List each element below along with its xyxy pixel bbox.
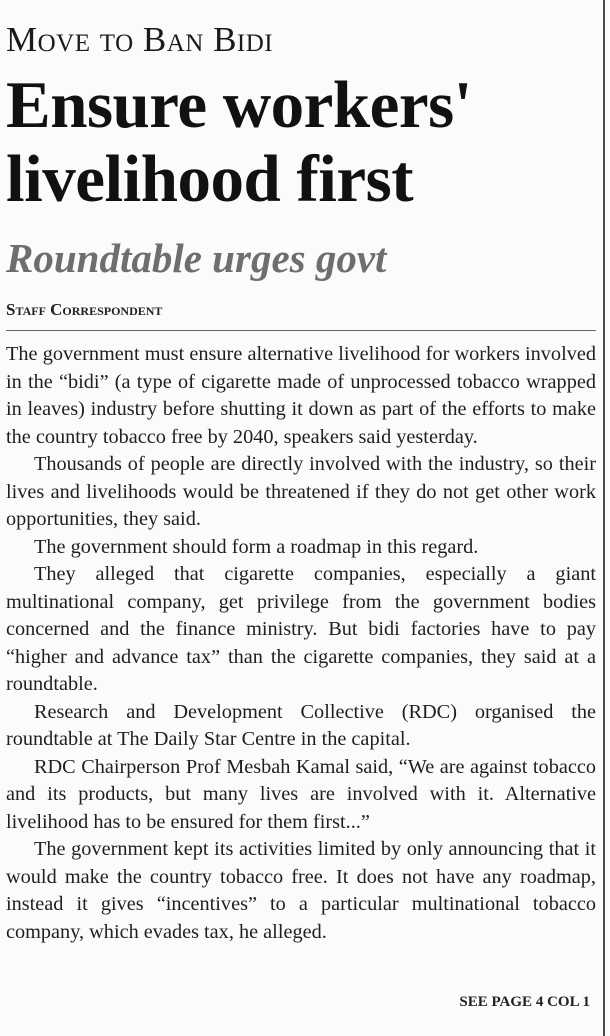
paragraph: They alleged that cigarette companies, especially a giant multinational company, get privilege from the government bodies concerned and the finance ministry. But bidi factories have to pay “higher and advance tax” than the cigarette companies, they said at a roundtable.	[6, 563, 596, 695]
continuation-note[interactable]: SEE PAGE 4 COL 1	[459, 994, 590, 1010]
paragraph: The government kept its activities limited by only announcing that it would make the country tobacco free. It does not have any roadmap, instead it gives “incentives” to a particular multinational tobacco company, which evades tax, he alleged.	[6, 838, 596, 943]
paragraph: Thousands of people are directly involved with the industry, so their lives and livelihoods would be threatened if they do not get other work opportunities, they said.	[6, 453, 596, 530]
headline: Ensure workers' livelihood first	[6, 68, 472, 216]
byline: Staff Correspondent	[6, 300, 163, 319]
column-rule	[603, 0, 605, 1036]
paragraph: The government should form a roadmap in this regard.	[34, 535, 479, 558]
paragraph: RDC Chairperson Prof Mesbah Kamal said, “We are against tobacco and its products, but many lives are involved with it. Alternative livelihood has to be ensured for them first...”	[6, 755, 596, 833]
byline-divider	[6, 330, 596, 331]
kicker: Move to Ban Bidi	[6, 20, 274, 59]
article-body	[6, 341, 596, 946]
paragraph: Research and Development Collective (RDC) organised the roundtable at The Daily Star Centre in the capital.	[6, 700, 596, 750]
article	[6, 0, 596, 1036]
paragraph: The government must ensure alternative livelihood for workers involved in the “bidi” (a type of cigarette made of unprocessed tobacco wrapped in leaves) industry before shutting it down as part of the efforts to make the country tobacco free by 2040, speakers said yesterday.	[6, 343, 596, 448]
subheadline: Roundtable urges govt	[6, 235, 387, 281]
